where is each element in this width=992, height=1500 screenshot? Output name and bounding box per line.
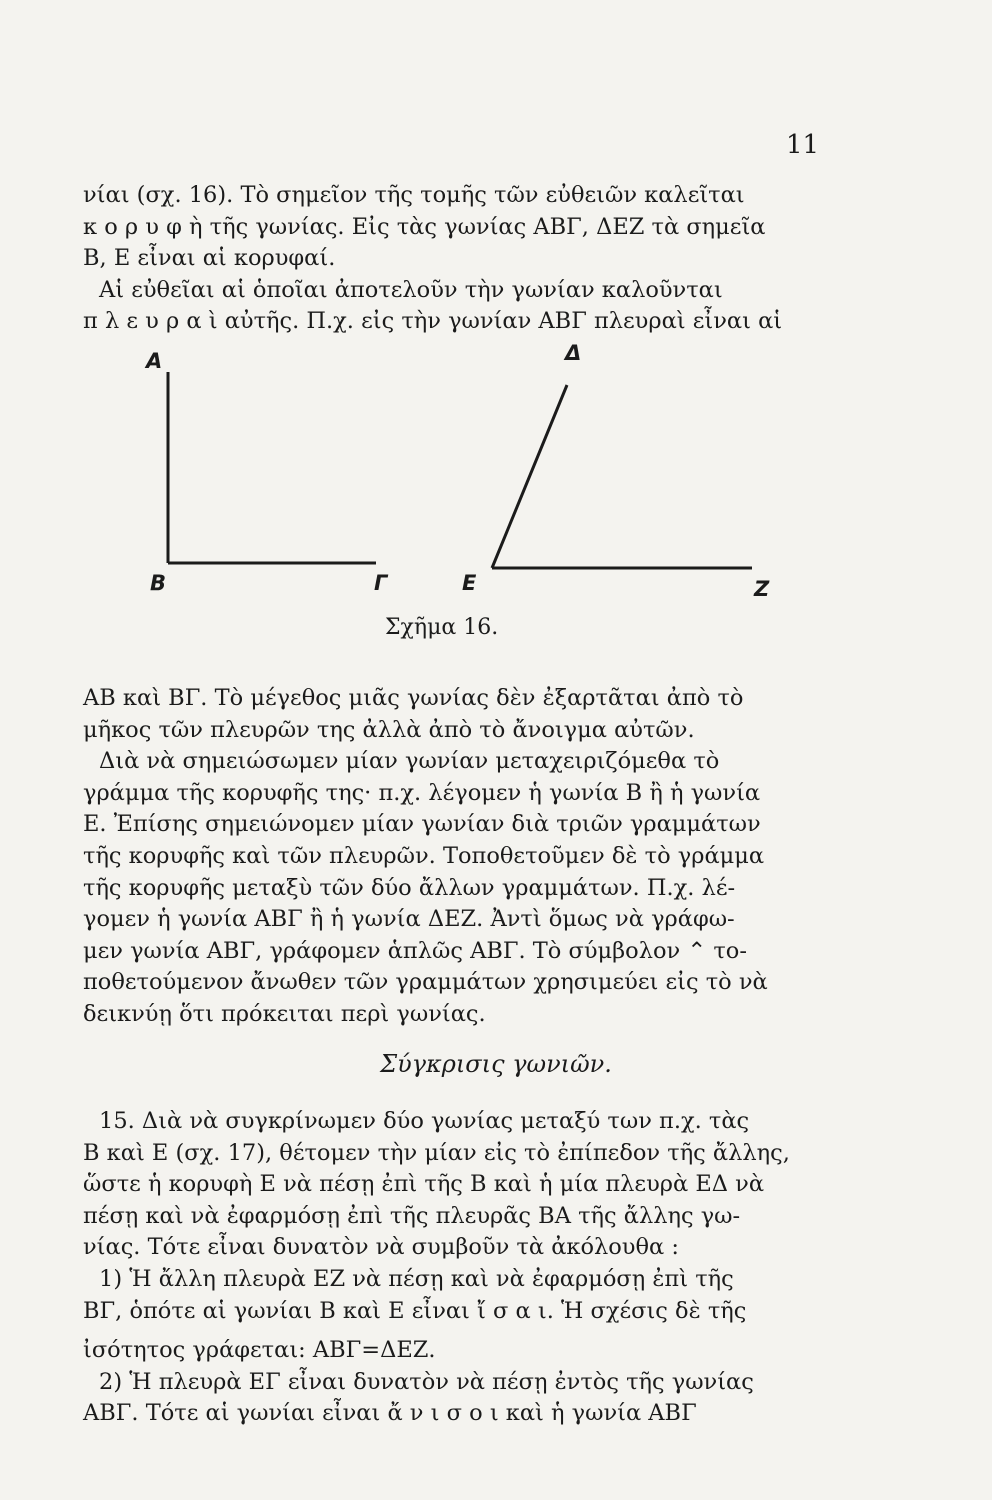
label-vertex-b: Β	[150, 571, 167, 595]
label-vertex-d: Δ	[565, 341, 582, 365]
text-line: ΒΓ, ὁπότε αἱ γωνίαι Β καὶ Ε εἶναι ἴ σ α ι. Ἡ σχέσις δὲ τῆς	[83, 1297, 747, 1324]
label-vertex-a: Α	[146, 349, 163, 373]
text-line: ΑΒΓ. Τότε αἱ γωνίαι εἶναι ἄ ν ι σ ο ι καὶ ἡ γωνία ΑΒΓ	[83, 1400, 697, 1427]
text-line: κ ο ρ υ φ ὴ τῆς γωνίας. Εἰς τὰς γωνίας ΑΒΓ, ΔΕΖ τὰ σημεῖα	[83, 213, 766, 240]
text-line: γομεν ἡ γωνία ΑΒΓ ἢ ἡ γωνία ΔΕΖ. Ἀντὶ ὅμως νὰ γράφω-	[83, 906, 735, 933]
text-line: 2) Ἡ πλευρὰ ΕΓ εἶναι δυνατὸν νὰ πέσῃ ἐντὸς τῆς γωνίας	[99, 1368, 754, 1395]
side-ed	[492, 385, 567, 568]
text-line: νίαι (σχ. 16). Τὸ σημεῖον τῆς τομῆς τῶν εὐθειῶν καλεῖται	[83, 182, 745, 208]
text-line: μῆκος τῶν πλευρῶν της ἀλλὰ ἀπὸ τὸ ἄνοιγμα αὐτῶν.	[83, 716, 695, 743]
text-line: ποθετούμενον ἄνωθεν τῶν γραμμάτων χρησιμεύει εἰς τὸ νὰ	[83, 969, 768, 996]
label-vertex-g: Γ	[374, 571, 388, 595]
text-line: μεν γωνία ΑΒΓ, γράφομεν ἁπλῶς ΑΒΓ. Τὸ σύμβολον ⌃ το-	[83, 937, 747, 964]
text-line: π λ ε υ ρ α ὶ αὐτῆς. Π.χ. εἰς τὴν γωνίαν ΑΒΓ πλευραὶ εἶναι αἱ	[83, 308, 783, 335]
text-line: Β, Ε εἶναι αἱ κορυφαί.	[83, 245, 336, 272]
label-vertex-e: Ε	[462, 571, 477, 595]
text-line: γράμμα τῆς κορυφῆς της· π.χ. λέγομεν ἡ γωνία Β ἢ ἡ γωνία	[83, 779, 761, 806]
figure-caption: Σχῆμα 16.	[385, 615, 499, 640]
section-paragraph	[83, 1106, 853, 1430]
label-vertex-z: Ζ	[754, 577, 770, 601]
text-line: 15. Διὰ νὰ συγκρίνωμεν δύο γωνίας μεταξύ των π.χ. τὰς	[99, 1108, 750, 1134]
text-line: ἰσότητος γράφεται: ΑΒΓ=ΔΕΖ.	[83, 1337, 436, 1364]
text-line: δεικνύῃ ὅτι πρόκειται περὶ γωνίας.	[83, 1000, 486, 1027]
text-line: 1) Ἡ ἄλλη πλευρὰ ΕΖ νὰ πέσῃ καὶ νὰ ἐφαρμόσῃ ἐπὶ τῆς	[99, 1265, 734, 1292]
text-line: τῆς κορυφῆς καὶ τῶν πλευρῶν. Τοποθετοῦμεν δὲ τὸ γράμμα	[83, 842, 765, 869]
text-line: Αἱ εὐθεῖαι αἱ ὁποῖαι ἀποτελοῦν τὴν γωνίαν καλοῦνται	[99, 276, 723, 303]
body-paragraph	[83, 683, 853, 1031]
text-line: πέσῃ καὶ νὰ ἐφαρμόσῃ ἐπὶ τῆς πλευρᾶς ΒΑ τῆς ἄλλης γω-	[83, 1202, 741, 1229]
text-line: ὥστε ἡ κορυφὴ Ε νὰ πέσῃ ἐπὶ τῆς Β καὶ ἡ μία πλευρὰ ΕΔ νὰ	[83, 1171, 765, 1198]
page-number: 11	[786, 130, 820, 160]
text-line: Β καὶ Ε (σχ. 17), θέτομεν τὴν μίαν εἰς τὸ ἐπίπεδον τῆς ἄλλης,	[83, 1139, 790, 1166]
section-heading: Σύγκρισις γωνιῶν.	[380, 1050, 612, 1078]
text-line: Ε. Ἐπίσης σημειώνομεν μίαν γωνίαν διὰ τριῶν γραμμάτων	[83, 811, 761, 838]
text-line: Διὰ νὰ σημειώσωμεν μίαν γωνίαν μεταχειριζόμεθα τὸ	[99, 748, 720, 775]
text-line: νίας. Τότε εἶναι δυνατὸν νὰ συμβοῦν τὰ ἀκόλουθα :	[83, 1234, 679, 1261]
text-line: ΑΒ καὶ ΒΓ. Τὸ μέγεθος μιᾶς γωνίας δὲν ἐξαρτᾶται ἀπὸ τὸ	[83, 685, 744, 711]
text-line: τῆς κορυφῆς μεταξὺ τῶν δύο ἄλλων γραμμάτων. Π.χ. λέ-	[83, 874, 736, 901]
